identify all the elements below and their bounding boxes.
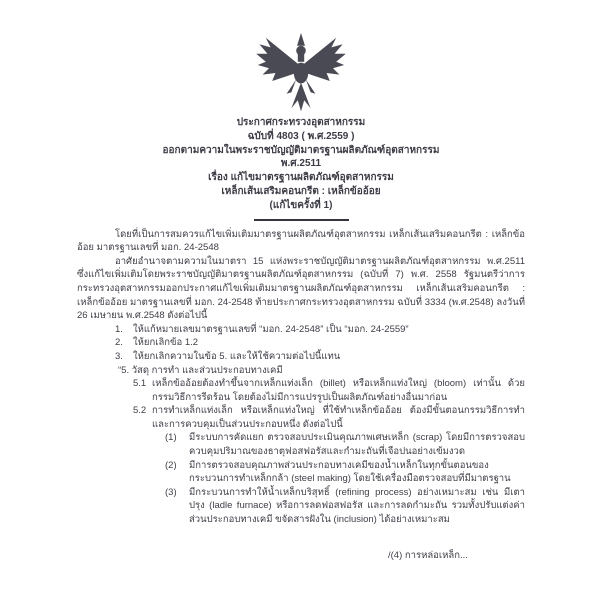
page-continuation-note: /(4) การหล่อเหล็ก... <box>388 549 468 561</box>
subclause-2-number: (2) <box>165 459 177 471</box>
title-line-act-year: พ.ศ.2511 <box>280 158 322 170</box>
title-line-amendment: (แก้ไขครั้งที่ 1) <box>269 199 333 211</box>
quoted-clause-5-header: “5. วัสดุ การทำ และส่วนประกอบทางเคมี <box>118 364 283 376</box>
garuda-emblem-icon <box>253 33 349 113</box>
title-divider-rule <box>254 219 349 221</box>
clause-5-1-number: 5.1 <box>133 378 147 390</box>
document-body <box>77 228 525 527</box>
clause-5-1 <box>77 377 525 404</box>
subclause-3 <box>77 486 525 527</box>
title-line-ministry: ประกาศกระทรวงอุตสาหกรรม <box>236 117 366 128</box>
title-line-act: ออกตามความในพระราชบัญญัติมาตรฐานผลิตภัณฑ์อุตสาหกรรม <box>162 144 440 156</box>
subclause-3-text: มีกระบวนการทำให้น้ำเหล็กบริสุทธิ์ (refining process) อย่างเหมาะสม เช่น มีเตาปรุง (ladle furnace) หรือการลดฟอสฟอรัส และการลดกำมะถัน รวมทั้งปรับแต่งค่าส่วนประกอบทางเคมี ขจัดสารฝังใน (inclusion) ได้อย่างเหมาะสม <box>189 486 525 526</box>
subclause-1-number: (1) <box>165 432 177 444</box>
title-line-subject: เรื่อง แก้ไขมาตรฐานผลิตภัณฑ์อุตสาหกรรม <box>208 172 394 184</box>
clause-5-2 <box>77 404 525 431</box>
authority-paragraph: อาศัยอำนาจตามความในมาตรา 15 แห่งพระราชบัญญัติมาตรฐานผลิตภัณฑ์อุตสาหกรรม พ.ศ.2511 ซึ่งแก้ไขเพิ่มเติมโดยพระราชบัญญัติมาตรฐานผลิตภัณฑ์อุตสาหกรรม (ฉบับที่ 7) พ.ศ. 2558 รัฐมนตรีว่าการกระทรวงอุตสาหกรรมออกประกาศแก้ไขเพิ่มเติมมาตรฐานผลิตภัณฑ์อุตสาหกรรม เหล็กเส้นเสริมคอนกรีต : เหล็กข้ออ้อย มาตรฐานเลขที่ มอก. 24-2548 ท้ายประกาศกระทรวงอุตสาหกรรม ฉบับที่ 3334 (พ.ศ.2548) ลงวันที่ 26 เมษายน พ.ศ.2548 ดังต่อไปนี้ <box>77 255 525 322</box>
amendment-list <box>77 323 525 364</box>
emblem-container <box>77 33 525 113</box>
subclause-1 <box>77 431 525 458</box>
list-item-3-number: 3. <box>115 350 123 362</box>
clause-5-1-text: เหล็กข้ออ้อยต้องทำขึ้นจากเหล็กแท่งเล็ก (billet) หรือเหล็กแท่งใหญ่ (bloom) เท่านั้น ด้วยกรรมวิธีการรีดร้อน โดยต้องไม่มีการแปรรูปเป็นผลิตภัณฑ์อย่างอื่นมาก่อน <box>152 378 525 403</box>
list-item-2 <box>77 336 525 350</box>
title-line-standard-name: เหล็กเส้นเสริมคอนกรีต : เหล็กข้ออ้อย <box>221 185 381 197</box>
title-line-issue-number: ฉบับที่ 4803 ( พ.ศ.2559 ) <box>247 130 355 142</box>
subclause-1-text: มีระบบการคัดแยก ตรวจสอบประเมินคุณภาพเศษเหล็ก (scrap) โดยมีการตรวจสอบควบคุมปริมาณของธาตุฟอสฟอรัสและกำมะถันที่เจือปนอย่างเข้มงวด <box>189 432 525 458</box>
list-item-1-text: ให้แก้หมายเลขมาตรฐานเลขที่ “มอก. 24-2548” เป็น “มอก. 24-2559” <box>133 323 409 335</box>
list-item-2-number: 2. <box>115 337 123 349</box>
list-item-2-text: ให้ยกเลิกข้อ 1.2 <box>133 337 199 349</box>
list-item-3-text: ให้ยกเลิกความในข้อ 5. และให้ใช้ความต่อไปนี้แทน <box>133 350 341 362</box>
subclause-2 <box>77 459 525 486</box>
document-title-block <box>77 116 525 213</box>
list-item-1-number: 1. <box>115 323 123 335</box>
list-item-3 <box>77 350 525 364</box>
list-item-1 <box>77 323 525 337</box>
preamble-paragraph: โดยที่เป็นการสมควรแก้ไขเพิ่มเติมมาตรฐานผลิตภัณฑ์อุตสาหกรรม เหล็กเส้นเสริมคอนกรีต : เหล็กข้ออ้อย มาตรฐานเลขที่ มอก. 24-2548 <box>77 228 525 254</box>
subclause-2-text: มีการตรวจสอบคุณภาพส่วนประกอบทางเคมีของน้ำเหล็กในทุกขั้นตอนของกระบวนการทำเหล็กกล้า (steel making) โดยใช้เครื่องมือตรวจสอบที่มีมาตรฐาน <box>189 459 511 485</box>
clause-5-2-text: การทำเหล็กแท่งเล็ก หรือเหล็กแท่งใหญ่ ที่ใช้ทำเหล็กข้ออ้อย ต้องมีขั้นตอนกรรมวิธีการทำและการควบคุมเป็นส่วนประกอบหนึ่ง ดังต่อไปนี้ <box>152 405 525 430</box>
subclause-3-number: (3) <box>165 486 177 498</box>
clause-5-2-number: 5.2 <box>133 405 147 417</box>
